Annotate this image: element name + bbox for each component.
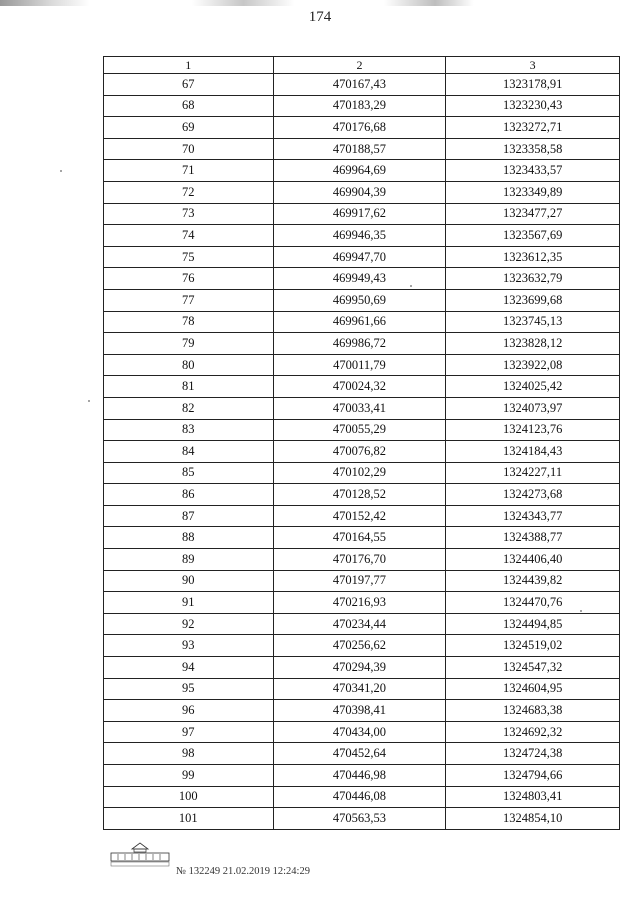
table-row — [104, 635, 620, 657]
table-row — [104, 160, 620, 182]
y-coordinate-cell: 1323433,57 — [446, 160, 620, 182]
table-row — [104, 721, 620, 743]
page-number: 174 — [308, 9, 332, 25]
y-coordinate-cell: 1324547,32 — [446, 657, 620, 679]
y-coordinate-cell: 1323745,13 — [446, 311, 620, 333]
x-coordinate-cell: 470011,79 — [273, 354, 446, 376]
x-coordinate-cell: 470216,93 — [273, 592, 446, 614]
y-coordinate-cell: 1324439,82 — [446, 570, 620, 592]
y-coordinate-cell: 1324388,77 — [446, 527, 620, 549]
y-coordinate-cell: 1324123,76 — [446, 419, 620, 441]
x-coordinate-cell: 470434,00 — [273, 721, 446, 743]
table-row — [104, 181, 620, 203]
x-coordinate-cell: 470033,41 — [273, 397, 446, 419]
point-number-cell: 100 — [104, 786, 274, 808]
table-row — [104, 203, 620, 225]
table-row — [104, 765, 620, 787]
point-number-cell: 81 — [104, 376, 274, 398]
table-row — [104, 289, 620, 311]
y-coordinate-cell: 1324854,10 — [446, 808, 620, 830]
point-number-cell: 75 — [104, 246, 274, 268]
point-number-cell: 80 — [104, 354, 274, 376]
y-coordinate-cell: 1323349,89 — [446, 181, 620, 203]
point-number-cell: 94 — [104, 657, 274, 679]
scan-edge-artifact — [0, 0, 640, 6]
point-number-cell: 91 — [104, 592, 274, 614]
registry-stamp-logo — [110, 840, 170, 868]
registry-stamp — [110, 840, 170, 868]
y-coordinate-cell: 1324724,38 — [446, 743, 620, 765]
point-number-cell: 77 — [104, 289, 274, 311]
point-number-cell: 83 — [104, 419, 274, 441]
table-row — [104, 613, 620, 635]
x-coordinate-cell: 470446,98 — [273, 765, 446, 787]
table-row — [104, 354, 620, 376]
point-number-cell: 97 — [104, 721, 274, 743]
table-row — [104, 74, 620, 96]
y-coordinate-cell: 1324692,32 — [446, 721, 620, 743]
x-coordinate-cell: 469950,69 — [273, 289, 446, 311]
point-number-cell: 88 — [104, 527, 274, 549]
point-number-cell: 74 — [104, 225, 274, 247]
x-coordinate-cell: 470152,42 — [273, 505, 446, 527]
x-coordinate-cell: 469949,43 — [273, 268, 446, 290]
point-number-cell: 82 — [104, 397, 274, 419]
column-header-3: 3 — [446, 57, 620, 74]
y-coordinate-cell: 1324470,76 — [446, 592, 620, 614]
table-row — [104, 592, 620, 614]
point-number-cell: 72 — [104, 181, 274, 203]
x-coordinate-cell: 470167,43 — [273, 74, 446, 96]
x-coordinate-cell: 470128,52 — [273, 484, 446, 506]
x-coordinate-cell: 469946,35 — [273, 225, 446, 247]
table-row — [104, 311, 620, 333]
y-coordinate-cell: 1324683,38 — [446, 700, 620, 722]
table-row — [104, 678, 620, 700]
y-coordinate-cell: 1324227,11 — [446, 462, 620, 484]
x-coordinate-cell: 469961,66 — [273, 311, 446, 333]
y-coordinate-cell: 1323699,68 — [446, 289, 620, 311]
y-coordinate-cell: 1323828,12 — [446, 333, 620, 355]
x-coordinate-cell: 469917,62 — [273, 203, 446, 225]
point-number-cell: 87 — [104, 505, 274, 527]
table-row — [104, 138, 620, 160]
point-number-cell: 98 — [104, 743, 274, 765]
y-coordinate-cell: 1323272,71 — [446, 117, 620, 139]
point-number-cell: 99 — [104, 765, 274, 787]
table-row — [104, 268, 620, 290]
y-coordinate-cell: 1324604,95 — [446, 678, 620, 700]
x-coordinate-cell: 470234,44 — [273, 613, 446, 635]
x-coordinate-cell: 470188,57 — [273, 138, 446, 160]
table-row — [104, 570, 620, 592]
table-header-row — [104, 57, 620, 74]
x-coordinate-cell: 469947,70 — [273, 246, 446, 268]
x-coordinate-cell: 470176,70 — [273, 549, 446, 571]
table-row — [104, 95, 620, 117]
x-coordinate-cell: 470076,82 — [273, 441, 446, 463]
y-coordinate-cell: 1323358,58 — [446, 138, 620, 160]
table-row — [104, 700, 620, 722]
y-coordinate-cell: 1323922,08 — [446, 354, 620, 376]
point-number-cell: 67 — [104, 74, 274, 96]
scan-speck — [580, 610, 582, 612]
x-coordinate-cell: 470055,29 — [273, 419, 446, 441]
x-coordinate-cell: 469904,39 — [273, 181, 446, 203]
point-number-cell: 69 — [104, 117, 274, 139]
y-coordinate-cell: 1324406,40 — [446, 549, 620, 571]
y-coordinate-cell: 1324803,41 — [446, 786, 620, 808]
y-coordinate-cell: 1323632,79 — [446, 268, 620, 290]
table-row — [104, 376, 620, 398]
y-coordinate-cell: 1324494,85 — [446, 613, 620, 635]
point-number-cell: 85 — [104, 462, 274, 484]
table-row — [104, 657, 620, 679]
point-number-cell: 68 — [104, 95, 274, 117]
table-row — [104, 333, 620, 355]
y-coordinate-cell: 1324025,42 — [446, 376, 620, 398]
x-coordinate-cell: 470102,29 — [273, 462, 446, 484]
table-row — [104, 484, 620, 506]
table-row — [104, 527, 620, 549]
y-coordinate-cell: 1323567,69 — [446, 225, 620, 247]
y-coordinate-cell: 1324343,77 — [446, 505, 620, 527]
point-number-cell: 71 — [104, 160, 274, 182]
table-row — [104, 441, 620, 463]
table-row — [104, 786, 620, 808]
x-coordinate-cell: 470197,77 — [273, 570, 446, 592]
table-row — [104, 117, 620, 139]
scan-speck — [410, 285, 412, 287]
point-number-cell: 93 — [104, 635, 274, 657]
table-row — [104, 246, 620, 268]
point-number-cell: 76 — [104, 268, 274, 290]
coordinates-table — [103, 56, 620, 830]
x-coordinate-cell: 470176,68 — [273, 117, 446, 139]
x-coordinate-cell: 470024,32 — [273, 376, 446, 398]
column-header-1: 1 — [104, 57, 274, 74]
x-coordinate-cell: 470256,62 — [273, 635, 446, 657]
point-number-cell: 73 — [104, 203, 274, 225]
y-coordinate-cell: 1323477,27 — [446, 203, 620, 225]
table-row — [104, 549, 620, 571]
point-number-cell: 86 — [104, 484, 274, 506]
y-coordinate-cell: 1324519,02 — [446, 635, 620, 657]
point-number-cell: 70 — [104, 138, 274, 160]
x-coordinate-cell: 469964,69 — [273, 160, 446, 182]
table-row — [104, 462, 620, 484]
table-row — [104, 419, 620, 441]
x-coordinate-cell: 470446,08 — [273, 786, 446, 808]
table-row — [104, 225, 620, 247]
point-number-cell: 95 — [104, 678, 274, 700]
table-body — [104, 74, 620, 830]
y-coordinate-cell: 1323612,35 — [446, 246, 620, 268]
y-coordinate-cell: 1323230,43 — [446, 95, 620, 117]
point-number-cell: 78 — [104, 311, 274, 333]
scan-speck — [60, 170, 62, 172]
x-coordinate-cell: 470183,29 — [273, 95, 446, 117]
point-number-cell: 89 — [104, 549, 274, 571]
table-row — [104, 808, 620, 830]
table-row — [104, 397, 620, 419]
point-number-cell: 90 — [104, 570, 274, 592]
scan-speck — [88, 400, 90, 402]
point-number-cell: 84 — [104, 441, 274, 463]
x-coordinate-cell: 470341,20 — [273, 678, 446, 700]
x-coordinate-cell: 470452,64 — [273, 743, 446, 765]
column-header-2: 2 — [273, 57, 446, 74]
point-number-cell: 92 — [104, 613, 274, 635]
x-coordinate-cell: 470294,39 — [273, 657, 446, 679]
x-coordinate-cell: 470398,41 — [273, 700, 446, 722]
point-number-cell: 101 — [104, 808, 274, 830]
point-number-cell: 79 — [104, 333, 274, 355]
x-coordinate-cell: 470563,53 — [273, 808, 446, 830]
y-coordinate-cell: 1324794,66 — [446, 765, 620, 787]
y-coordinate-cell: 1324273,68 — [446, 484, 620, 506]
registration-number: № 132249 21.02.2019 12:24:29 — [176, 866, 310, 877]
y-coordinate-cell: 1324184,43 — [446, 441, 620, 463]
x-coordinate-cell: 469986,72 — [273, 333, 446, 355]
table-row — [104, 743, 620, 765]
y-coordinate-cell: 1324073,97 — [446, 397, 620, 419]
y-coordinate-cell: 1323178,91 — [446, 74, 620, 96]
table-row — [104, 505, 620, 527]
point-number-cell: 96 — [104, 700, 274, 722]
x-coordinate-cell: 470164,55 — [273, 527, 446, 549]
